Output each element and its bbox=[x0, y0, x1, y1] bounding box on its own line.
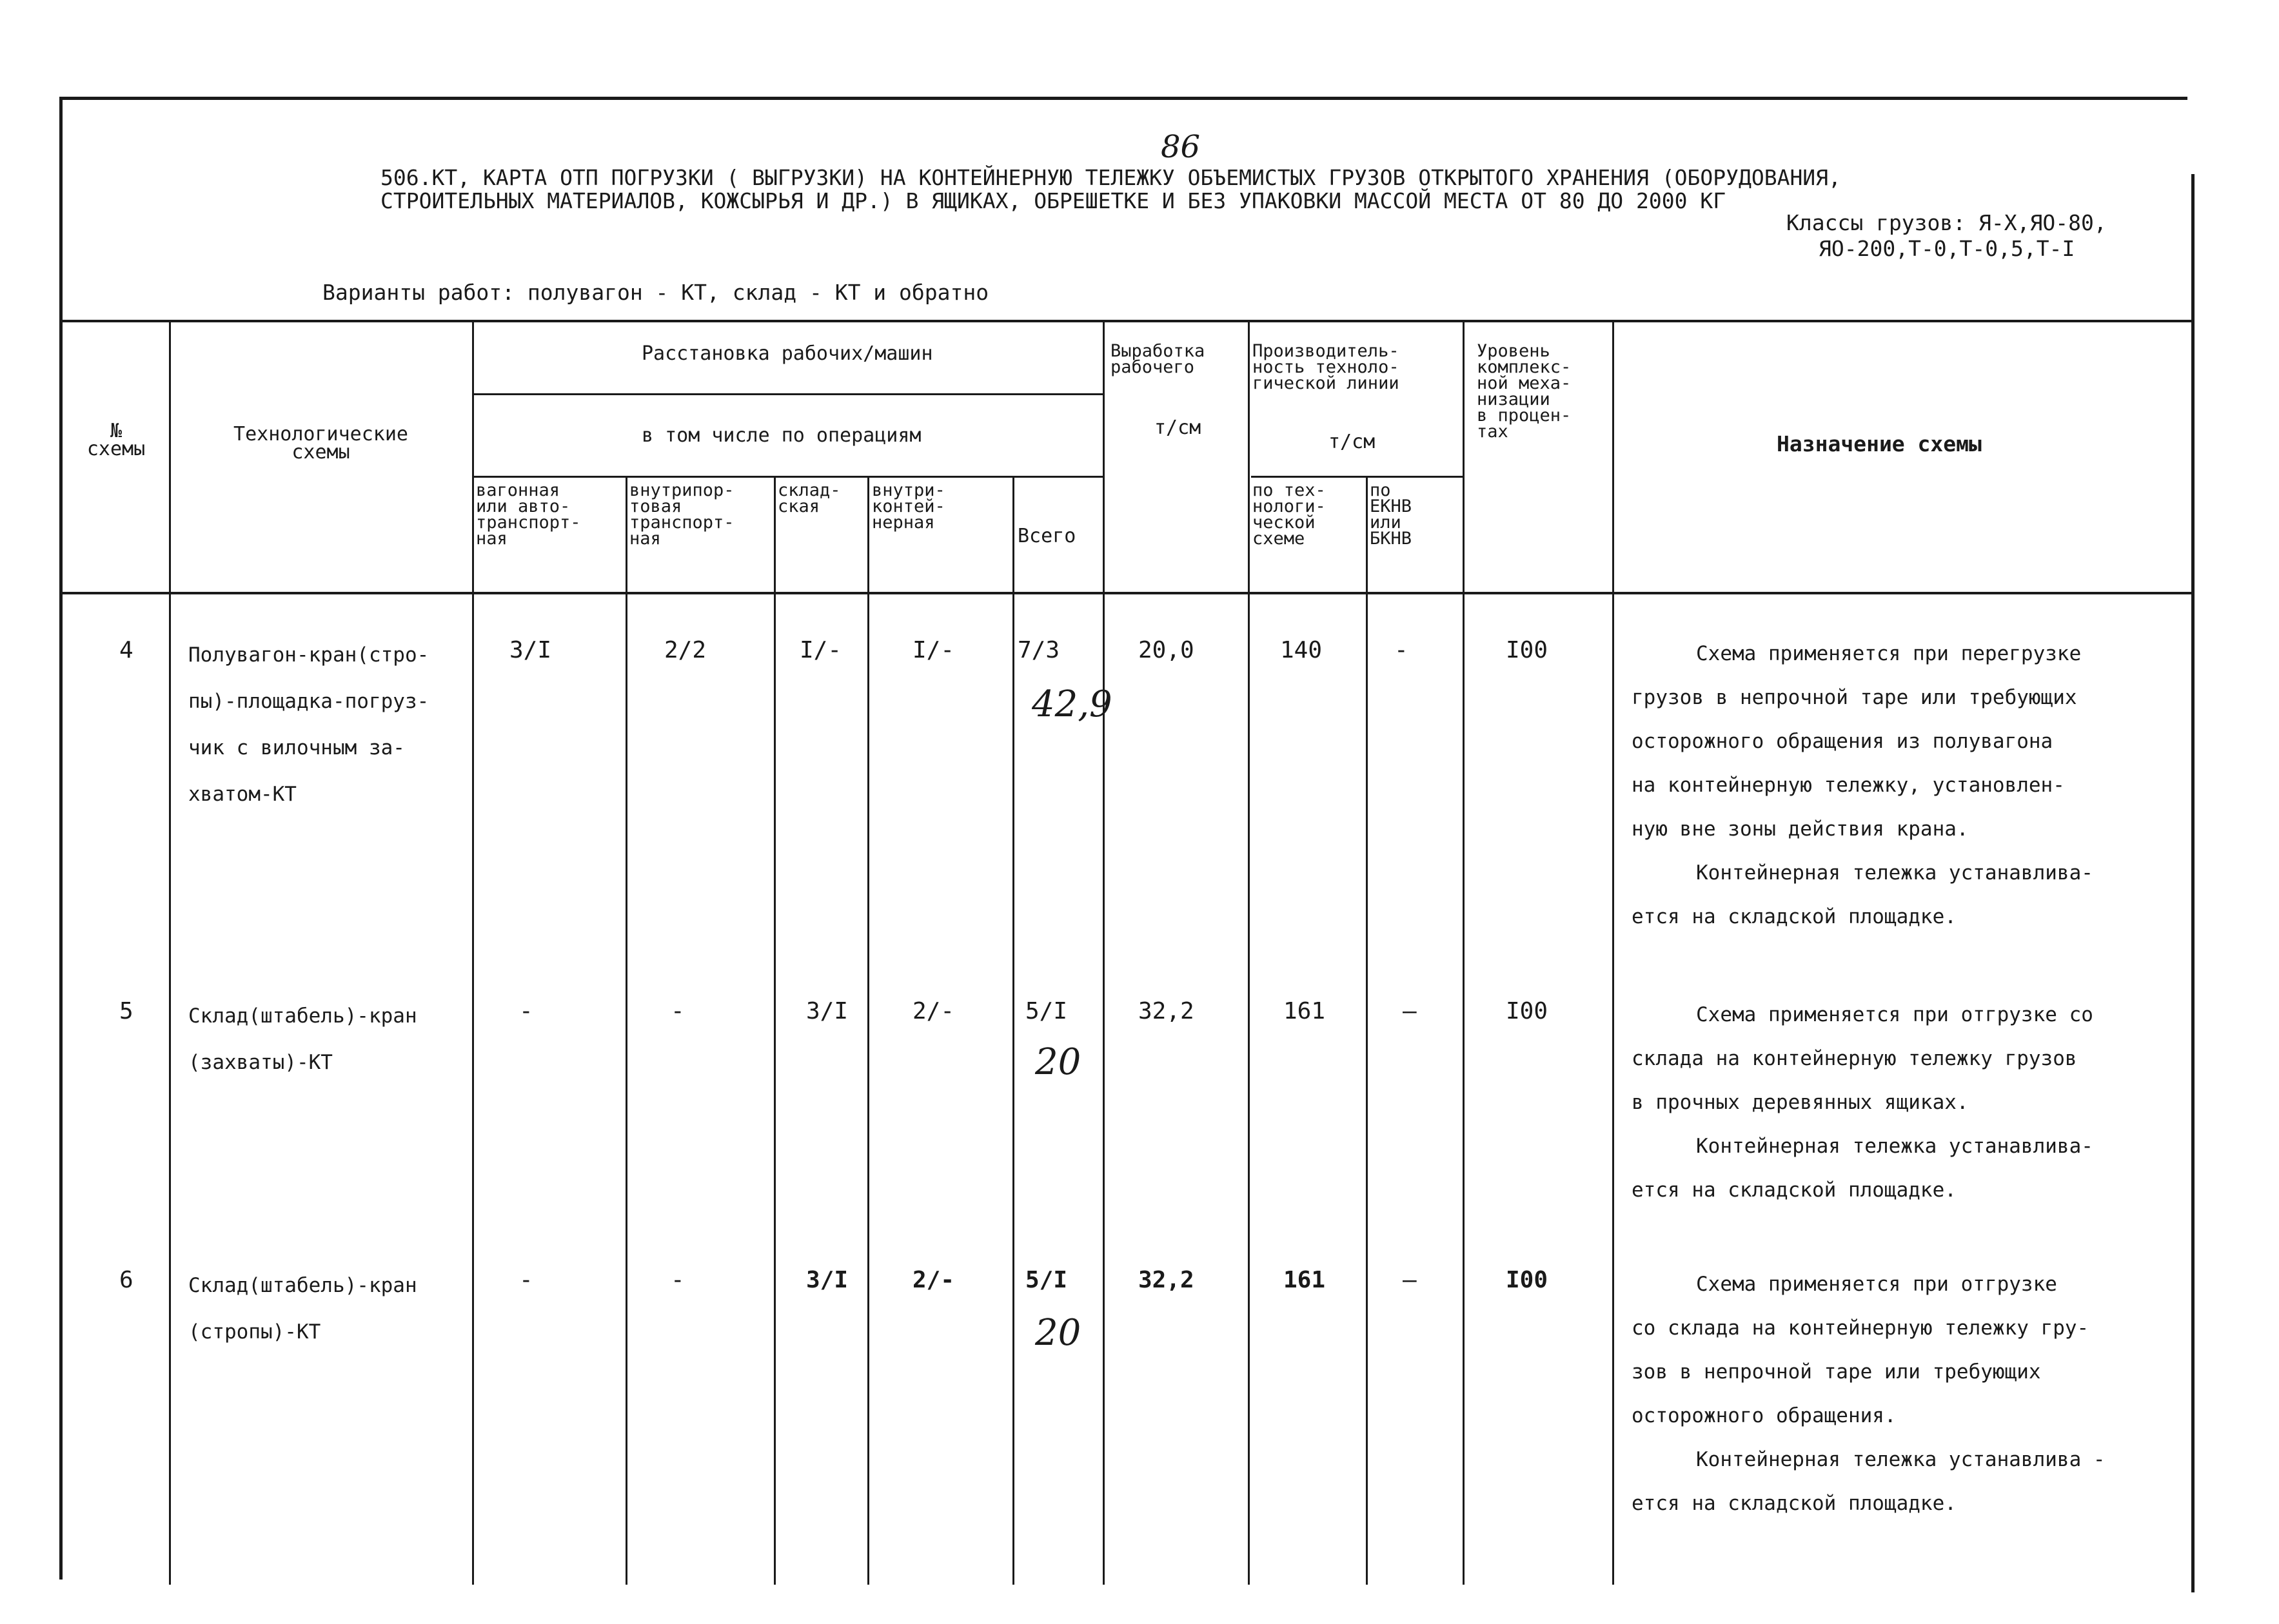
header-by-norms: по ЕКНВ или БКНВ bbox=[1370, 480, 1412, 549]
header-scheme-no: № схемы bbox=[86, 420, 146, 460]
col-line-1 bbox=[169, 321, 171, 1585]
row-prod-norms: — bbox=[1403, 1267, 1417, 1293]
row-total-handwritten: 20 bbox=[1035, 1041, 1081, 1083]
row-warehouse: 3/I bbox=[806, 1267, 849, 1293]
col-line-5 bbox=[867, 476, 869, 1585]
row-number: 6 bbox=[119, 1267, 133, 1293]
row-prod-norms: - bbox=[1394, 637, 1408, 663]
row-total: 5/I bbox=[1025, 998, 1068, 1024]
row-purpose: Схема применяется при отгрузке со склада на контейнерную тележку гру- зов в непрочной таре или требующих осторожного обращения. Контейнерная тележка устанавлива - ется на складской площадке. bbox=[1632, 1273, 2106, 1515]
row-mech: I00 bbox=[1506, 998, 1548, 1024]
row-total-handwritten: 20 bbox=[1035, 1312, 1081, 1354]
row-number: 5 bbox=[119, 998, 133, 1024]
row-output: 32,2 bbox=[1138, 1267, 1194, 1293]
row-prod-norms: — bbox=[1403, 998, 1417, 1024]
row-prod-scheme: 161 bbox=[1283, 1267, 1326, 1293]
productivity-sub-line bbox=[1251, 476, 1464, 478]
row-purpose: Схема применяется при отгрузке со склада на контейнерную тележку грузов в прочных деревянных ящиках. Контейнерная тележка устанавлива- ется на складской площадке. bbox=[1632, 1003, 2093, 1202]
row-wagon: 3/I bbox=[509, 637, 552, 663]
row-purpose: Схема применяется при перегрузке грузов в непрочной таре или требующих осторожного обращения из полувагона на контейнерную тележку, установлен- ную вне зоны действия крана. Контейнерная тележка устанавлива- ется на складской площадке. bbox=[1632, 642, 2093, 928]
title-line-1: 506.КТ, КАРТА ОТП ПОГРУЗКИ ( ВЫГРУЗКИ) НА КОНТЕЙНЕРНУЮ ТЕЛЕЖКУ ОБЪЕМИСТЫХ ГРУЗОВ ОТКРЫТОГО ХРАНЕНИЯ (ОБОРУДОВАНИЯ, bbox=[380, 165, 1841, 190]
left-border bbox=[59, 97, 63, 1580]
page-number: 86 bbox=[1161, 129, 1201, 165]
header-productivity-unit: т/см bbox=[1328, 431, 1376, 453]
row-wagon: - bbox=[519, 1267, 533, 1293]
work-variants: Варианты работ: полувагон - КТ, склад - КТ и обратно bbox=[322, 280, 989, 305]
header-intracontainer: внутри- контей- нерная bbox=[872, 480, 945, 533]
row-intracontainer: 2/- bbox=[913, 998, 955, 1024]
top-border bbox=[59, 97, 2187, 100]
row-warehouse: I/- bbox=[800, 637, 842, 663]
header-output-unit: т/см bbox=[1154, 416, 1201, 439]
row-total: 5/I bbox=[1025, 1267, 1068, 1293]
row-intracontainer: 2/- bbox=[913, 1267, 955, 1293]
header-total: Всего bbox=[1018, 525, 1076, 547]
header-warehouse: склад- ская bbox=[778, 480, 841, 516]
placement-sub-line bbox=[472, 393, 1104, 395]
header-by-scheme: по тех- нологи- ческой схеме bbox=[1252, 480, 1326, 549]
row-mech: I00 bbox=[1506, 637, 1548, 663]
col-line-6 bbox=[1012, 476, 1014, 1585]
table-top-line bbox=[59, 320, 2191, 322]
row-intracontainer: I/- bbox=[913, 637, 955, 663]
header-placement: Расстановка рабочих/машин bbox=[642, 342, 933, 365]
header-purpose: Назначение схемы bbox=[1777, 431, 1982, 456]
row-number: 4 bbox=[119, 637, 133, 663]
col-line-10 bbox=[1463, 321, 1465, 1585]
col-line-3 bbox=[626, 476, 627, 1585]
row-scheme: Полувагон-кран(стро- пы)-площадка-погруз- чик с вилочным за- хватом-КТ bbox=[188, 643, 429, 806]
col-line-2 bbox=[472, 321, 474, 1585]
header-productivity: Производитель- ность техноло- гической линии bbox=[1252, 341, 1399, 393]
row-intraport: - bbox=[671, 998, 685, 1024]
title-line-2: СТРОИТЕЛЬНЫХ МАТЕРИАЛОВ, КОЖСЫРЬЯ И ДР.) В ЯЩИКАХ, ОБРЕШЕТКЕ И БЕЗ УПАКОВКИ МАССОЙ МЕСТА ОТ 80 ДО 2000 КГ bbox=[380, 188, 1726, 213]
row-scheme: Склад(штабель)-кран (захваты)-КТ bbox=[188, 1004, 417, 1074]
header-wagon: вагонная или авто- транспорт- ная bbox=[476, 480, 581, 549]
row-output: 32,2 bbox=[1138, 998, 1194, 1024]
header-intraport: внутрипор- товая транспорт- ная bbox=[629, 480, 735, 549]
header-tech-schemes: Технологические схемы bbox=[233, 423, 408, 464]
row-total-handwritten: 42,9 bbox=[1032, 683, 1112, 725]
row-mech: I00 bbox=[1506, 1267, 1548, 1293]
cargo-classes-1: Классы грузов: Я-Х,ЯО-80, bbox=[1786, 210, 2107, 235]
row-warehouse: 3/I bbox=[806, 998, 849, 1024]
col-line-11 bbox=[1612, 321, 1614, 1585]
header-bottom-line bbox=[59, 592, 2191, 594]
header-mechanization: Уровень комплекс- ной меха- низации в процен- тах bbox=[1477, 341, 1572, 442]
col-line-8 bbox=[1248, 321, 1250, 1585]
header-by-operation: в том числе по операциям bbox=[642, 424, 922, 447]
row-total: 7/3 bbox=[1018, 637, 1060, 663]
row-wagon: - bbox=[519, 998, 533, 1024]
right-border bbox=[2191, 174, 2195, 1592]
row-scheme: Склад(штабель)-кран (стропы)-КТ bbox=[188, 1274, 417, 1344]
row-intraport: 2/2 bbox=[664, 637, 707, 663]
row-prod-scheme: 140 bbox=[1280, 637, 1323, 663]
row-output: 20,0 bbox=[1138, 637, 1194, 663]
col-line-4 bbox=[774, 476, 776, 1585]
operations-sub-line bbox=[472, 476, 1104, 478]
row-prod-scheme: 161 bbox=[1283, 998, 1326, 1024]
row-intraport: - bbox=[671, 1267, 685, 1293]
cargo-classes-2: ЯО-200,Т-0,Т-0,5,Т-I bbox=[1819, 236, 2075, 261]
col-line-7 bbox=[1103, 321, 1105, 1585]
col-line-9 bbox=[1366, 476, 1368, 1585]
header-output: Выработка рабочего bbox=[1110, 341, 1205, 377]
